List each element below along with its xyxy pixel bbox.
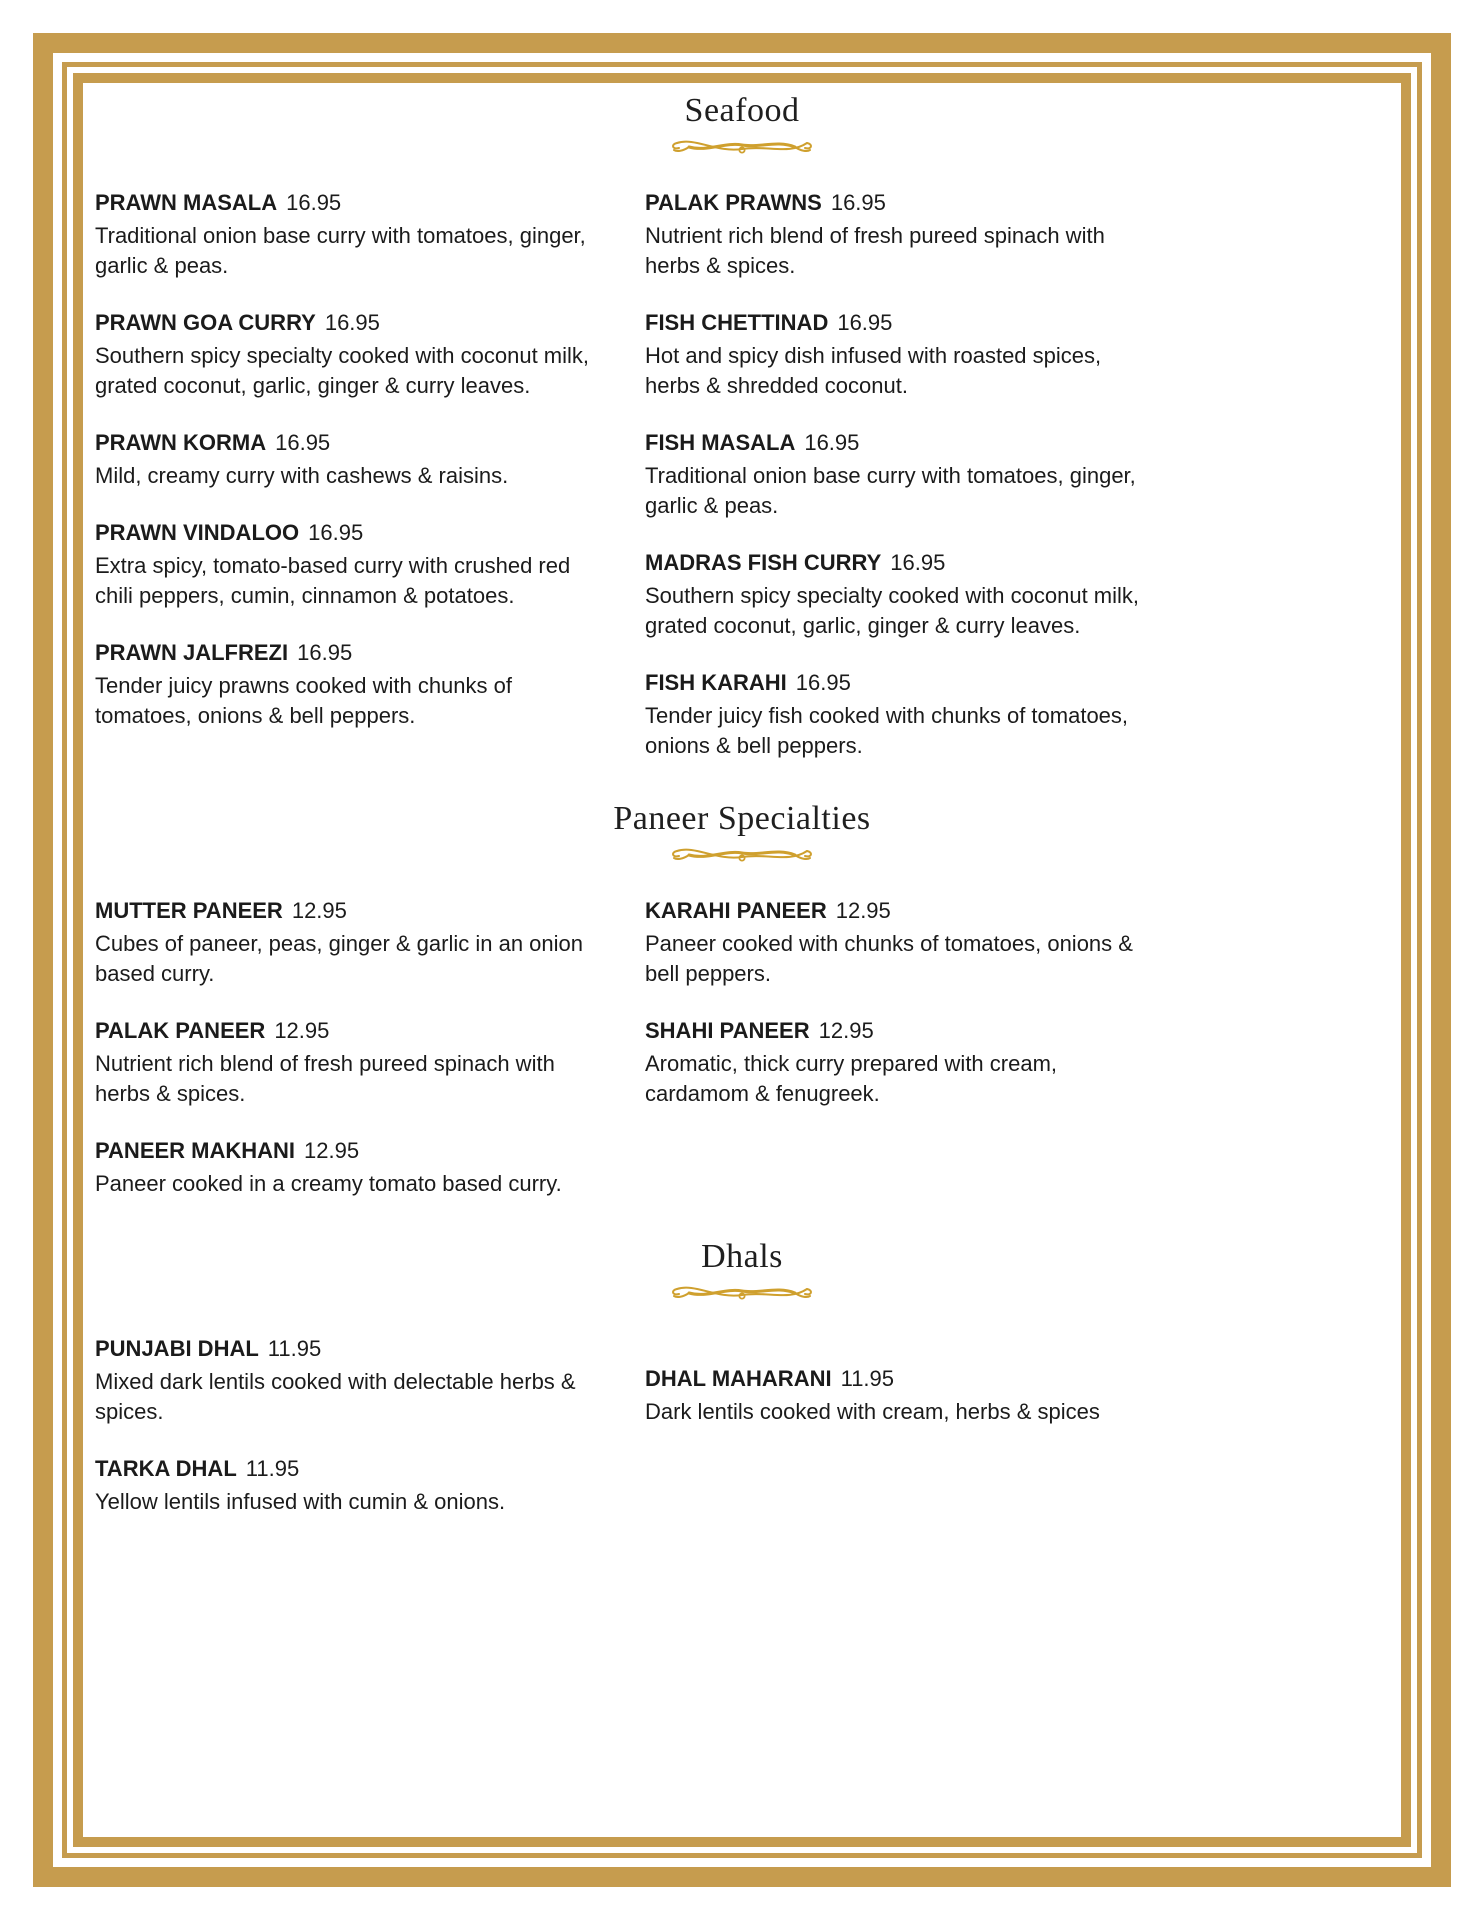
menu-item-price: 16.95: [795, 670, 851, 695]
section-title-paneer: Paneer Specialties: [613, 800, 871, 837]
menu-item-price: 16.95: [837, 310, 893, 335]
menu-item-price: 11.95: [840, 1366, 895, 1391]
menu-item-description: Yellow lentils infused with cumin & onions.: [95, 1489, 506, 1514]
menu-item-fish-chettinad: [645, 308, 1389, 401]
section-paneer-specialties: [95, 800, 1389, 1226]
menu-item-name: PRAWN VINDALOO: [95, 520, 300, 545]
menu-item-name: MADRAS FISH CURRY: [645, 550, 882, 575]
menu-item-fish-masala: [645, 428, 1389, 521]
dhals-columns: [95, 1334, 1389, 1544]
menu-item-tarka-dhal: [95, 1454, 645, 1517]
menu-item-karahi-paneer: [645, 896, 1389, 989]
menu-item-description: Southern spicy specialty cooked with coconut milk, grated coconut, garlic, ginger & curry leaves.: [645, 583, 1140, 638]
dhals-right-column: [645, 1334, 1389, 1544]
menu-item-name: TARKA DHAL: [95, 1456, 237, 1481]
menu-item-description: Nutrient rich blend of fresh pureed spinach with herbs & spices.: [95, 1051, 555, 1106]
section-dhals: [95, 1238, 1389, 1544]
menu-item-prawn-vindaloo: [95, 518, 645, 611]
menu-item-shahi-paneer: [645, 1016, 1389, 1109]
menu-item-palak-prawns: [645, 188, 1389, 281]
menu-item-name: PRAWN MASALA: [95, 190, 278, 215]
menu-item-description: Extra spicy, tomato-based curry with crushed red chili peppers, cumin, cinnamon & potatoes.: [95, 553, 571, 608]
menu-item-price: 12.95: [818, 1018, 874, 1043]
menu-item-description: Mild, creamy curry with cashews & raisins.: [95, 463, 509, 488]
seafood-right-column: [645, 188, 1389, 788]
menu-item-name: PALAK PRAWNS: [645, 190, 822, 215]
menu-item-palak-paneer: [95, 1016, 645, 1109]
menu-item-price: 12.95: [304, 1138, 360, 1163]
menu-item-description: Paneer cooked with chunks of tomatoes, onions & bell peppers.: [645, 931, 1133, 986]
section-title-dhals: Dhals: [701, 1238, 783, 1275]
menu-item-prawn-korma: [95, 428, 645, 491]
menu-item-name: PRAWN GOA CURRY: [95, 310, 316, 335]
menu-item-dhal-maharani: [645, 1364, 1389, 1427]
menu-content: [95, 86, 1389, 1825]
menu-item-name: PRAWN KORMA: [95, 430, 267, 455]
menu-item-punjabi-dhal: [95, 1334, 645, 1427]
menu-item-name: PANEER MAKHANI: [95, 1138, 296, 1163]
menu-item-description: Traditional onion base curry with tomatoes, ginger, garlic & peas.: [645, 463, 1136, 518]
menu-item-name: SHAHI PANEER: [645, 1018, 810, 1043]
paneer-right-column: [645, 896, 1389, 1226]
menu-item-name: PUNJABI DHAL: [95, 1336, 259, 1361]
menu-item-name: PALAK PANEER: [95, 1018, 266, 1043]
menu-item-description: Traditional onion base curry with tomatoes, ginger, garlic & peas.: [95, 223, 586, 278]
menu-item-price: 16.95: [275, 430, 331, 455]
dhals-left-column: [95, 1334, 645, 1544]
menu-item-name: FISH CHETTINAD: [645, 310, 829, 335]
menu-item-prawn-jalfrezi: [95, 638, 645, 731]
menu-item-price: 11.95: [267, 1336, 322, 1361]
menu-item-price: 16.95: [308, 520, 364, 545]
menu-item-name: FISH MASALA: [645, 430, 796, 455]
menu-item-madras-fish-curry: [645, 548, 1389, 641]
menu-item-name: KARAHI PANEER: [645, 898, 827, 923]
paneer-left-column: [95, 896, 645, 1226]
menu-item-name: PRAWN JALFREZI: [95, 640, 289, 665]
menu-item-fish-karahi: [645, 668, 1389, 761]
menu-item-price: 16.95: [286, 190, 342, 215]
flourish-divider-icon: [95, 134, 1389, 158]
menu-item-price: 11.95: [245, 1456, 300, 1481]
menu-item-price: 12.95: [835, 898, 891, 923]
menu-item-description: Tender juicy prawns cooked with chunks of tomatoes, onions & bell peppers.: [95, 673, 512, 728]
menu-item-description: Hot and spicy dish infused with roasted spices, herbs & shredded coconut.: [645, 343, 1102, 398]
menu-item-prawn-masala: [95, 188, 645, 281]
section-title-seafood: Seafood: [684, 92, 800, 129]
menu-item-price: 16.95: [324, 310, 380, 335]
menu-item-prawn-goa-curry: [95, 308, 645, 401]
menu-item-name: FISH KARAHI: [645, 670, 787, 695]
menu-item-description: Cubes of paneer, peas, ginger & garlic in an onion based curry.: [95, 931, 583, 986]
menu-item-price: 12.95: [274, 1018, 330, 1043]
menu-item-mutter-paneer: [95, 896, 645, 989]
flourish-divider-icon: [95, 842, 1389, 866]
menu-item-name: MUTTER PANEER: [95, 898, 283, 923]
menu-item-description: Mixed dark lentils cooked with delectable herbs & spices.: [95, 1369, 576, 1424]
menu-item-price: 12.95: [291, 898, 347, 923]
menu-item-description: Dark lentils cooked with cream, herbs & spices: [645, 1399, 1100, 1424]
menu-item-description: Aromatic, thick curry prepared with cream, cardamom & fenugreek.: [645, 1051, 1058, 1106]
menu-item-description: Tender juicy fish cooked with chunks of tomatoes, onions & bell peppers.: [645, 703, 1129, 758]
menu-item-description: Paneer cooked in a creamy tomato based curry.: [95, 1171, 562, 1196]
menu-item-price: 16.95: [890, 550, 946, 575]
menu-item-price: 16.95: [804, 430, 860, 455]
menu-item-description: Southern spicy specialty cooked with coconut milk, grated coconut, garlic, ginger & curry leaves.: [95, 343, 590, 398]
menu-item-description: Nutrient rich blend of fresh pureed spinach with herbs & spices.: [645, 223, 1105, 278]
section-seafood: [95, 92, 1389, 788]
menu-item-name: DHAL MAHARANI: [645, 1366, 832, 1391]
paneer-columns: [95, 896, 1389, 1226]
flourish-divider-icon: [95, 1280, 1389, 1304]
seafood-left-column: [95, 188, 645, 788]
menu-item-paneer-makhani: [95, 1136, 645, 1199]
menu-item-price: 16.95: [297, 640, 353, 665]
menu-item-price: 16.95: [830, 190, 886, 215]
seafood-columns: [95, 188, 1389, 788]
